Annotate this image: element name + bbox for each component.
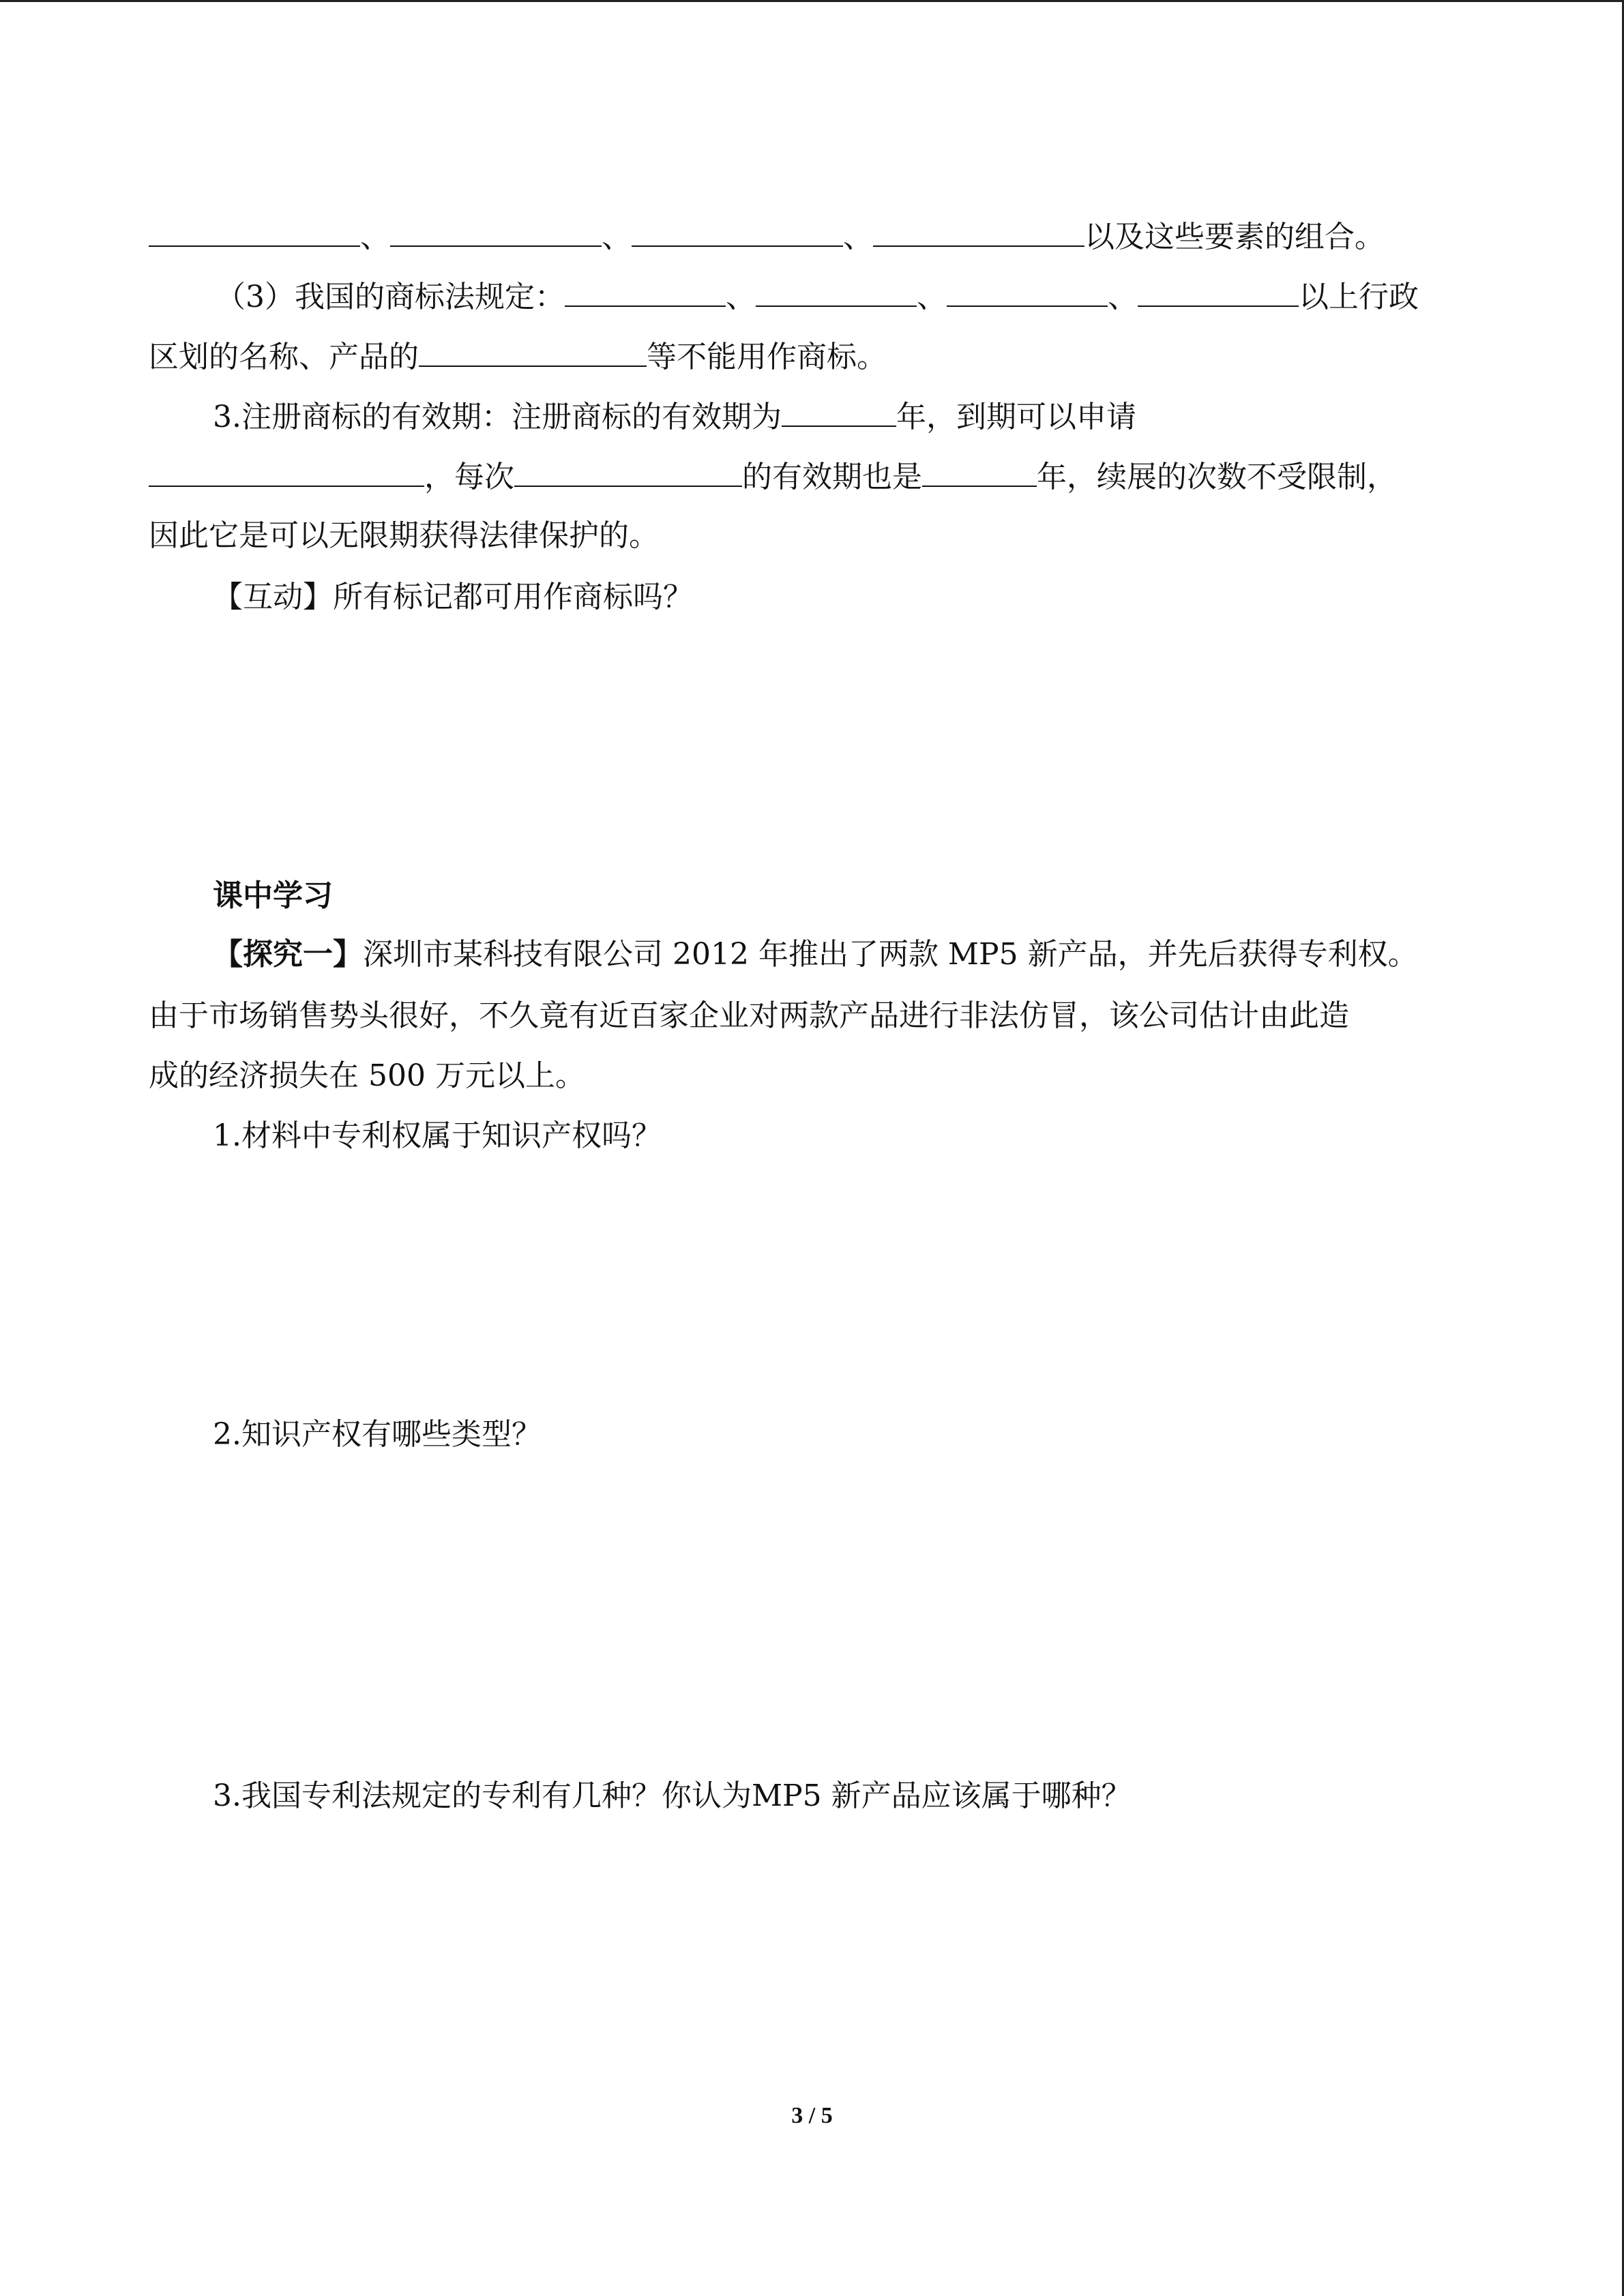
fill-blank[interactable] [873, 215, 1084, 247]
separator: 、 [843, 220, 873, 254]
explore-line-1 [213, 934, 1418, 975]
separator: 、 [602, 220, 632, 254]
validity-line2-mid2: 的有效期也是 [742, 460, 922, 494]
fill-blank[interactable] [782, 396, 896, 427]
validity-line3-text: 因此它是可以无限期获得法律保护的。 [149, 518, 659, 553]
trademark-law-line-2 [149, 336, 887, 376]
interaction-text: 【互动】所有标记都可用作商标吗？ [213, 580, 693, 614]
validity-line-3 [149, 516, 659, 556]
question-2 [213, 1414, 542, 1455]
separator: 、 [1108, 280, 1138, 314]
trademark-law-line [216, 275, 1419, 316]
fill-blank[interactable] [565, 275, 726, 307]
fill-blank[interactable] [632, 215, 843, 247]
separator: 、 [917, 280, 947, 314]
question-1-text: 1.材料中专利权属于知识产权吗？ [213, 1118, 662, 1153]
validity-mid: 年，到期可以申请 [896, 400, 1136, 434]
line-tail: 以及这些要素的组合。 [1084, 220, 1385, 254]
question-2-text: 2.知识产权有哪些类型？ [213, 1417, 542, 1452]
fill-blank[interactable] [390, 215, 602, 247]
elements-fill-line [149, 215, 1385, 256]
page-number [0, 2103, 1624, 2129]
fill-blank[interactable] [947, 275, 1108, 307]
validity-line2-mid: ，每次 [424, 460, 514, 494]
page-number-text: 3 / 5 [791, 2103, 833, 2128]
validity-line2-tail: 年，续展的次数不受限制， [1037, 460, 1397, 494]
validity-prefix: 3.注册商标的有效期：注册商标的有效期为 [213, 400, 782, 434]
explore-line-3 [149, 1056, 585, 1097]
question-3-text: 3.我国专利法规定的专利有几种？你认为MP5 新产品应该属于哪种？ [213, 1778, 1132, 1813]
validity-line-2 [149, 456, 1397, 496]
explore-line-2 [149, 996, 1349, 1037]
fill-blank[interactable] [149, 456, 424, 487]
fill-blank[interactable] [514, 456, 742, 487]
question-1 [213, 1116, 662, 1157]
section-heading [213, 876, 333, 916]
separator: 、 [726, 280, 756, 314]
fill-blank[interactable] [1138, 275, 1299, 307]
law-tail: 以上行政 [1299, 280, 1419, 314]
page-top-border [0, 0, 1624, 2]
separator: 、 [360, 220, 390, 254]
explore-label: 【探究一】 [213, 937, 363, 972]
explore-text-3: 成的经济损失在 500 万元以上。 [149, 1058, 585, 1093]
law2-prefix: 区划的名称、产品的 [149, 340, 419, 374]
question-3 [213, 1776, 1132, 1817]
fill-blank[interactable] [149, 215, 360, 247]
interaction-prompt [213, 577, 693, 618]
validity-line [213, 396, 1136, 436]
explore-text-2: 由于市场销售势头很好，不久竟有近百家企业对两款产品进行非法仿冒，该公司估计由此造 [149, 998, 1349, 1033]
fill-blank[interactable] [922, 456, 1037, 487]
explore-text-1: 深圳市某科技有限公司 2012 年推出了两款 MP5 新产品，并先后获得专利权。 [363, 937, 1418, 972]
fill-blank[interactable] [419, 336, 647, 367]
section-heading-text: 课中学习 [213, 878, 333, 913]
law2-tail: 等不能用作商标。 [647, 340, 887, 374]
law-prefix: （3）我国的商标法规定： [216, 280, 565, 314]
fill-blank[interactable] [756, 275, 917, 307]
